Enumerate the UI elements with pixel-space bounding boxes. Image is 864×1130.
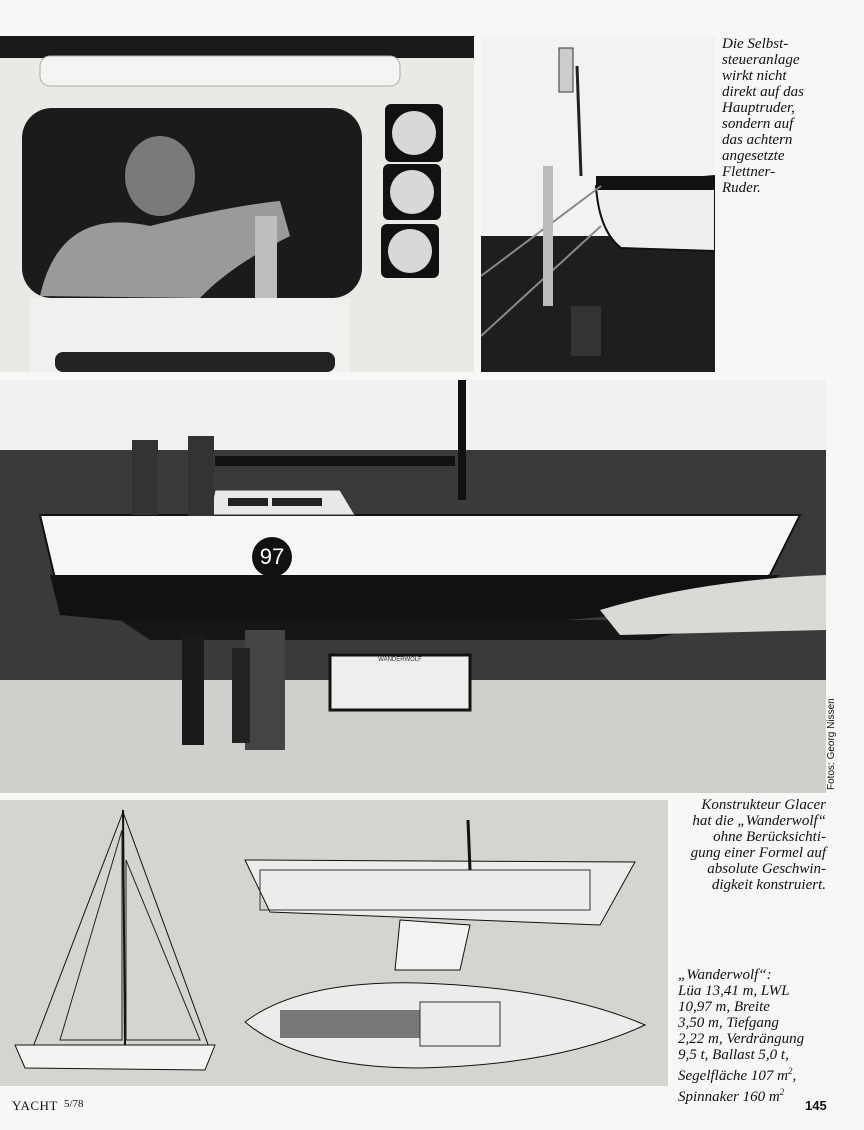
photo-credit: Fotos: Georg Nissen	[826, 698, 837, 790]
issue-number: 5/78	[64, 1098, 84, 1110]
yacht-photo	[0, 380, 826, 793]
specs-caption: „Wanderwolf“: Lüa 13,41 m, LWL 10,97 m, Breite 3,50 m, Tiefgang 2,22 m, Verdrängung 9,5 t, Ballast 5,0 t, Segelfläche 107 $m^2$, Spinnaker 160 $m^2$	[678, 967, 805, 1105]
magazine-name: YACHT	[12, 1098, 58, 1113]
cockpit-photo	[0, 36, 474, 372]
self-steering-caption: Die Selbst- steueranlage wirkt nicht direkt auf das Hauptruder, sondern auf das achtern angesetzte Flettner- Ruder.	[722, 36, 804, 196]
stern-photo	[481, 36, 715, 372]
sail-number-badge: 97	[252, 537, 292, 577]
info-board-title: WANDERWOLF	[378, 657, 422, 663]
rig-sail-plan-drawing	[0, 800, 668, 1086]
page-number: 145	[805, 1098, 827, 1113]
designer-caption: Konstrukteur Glacer hat die „Wanderwolf“ ohne Berücksichti- gung einer Formel auf absolute Geschwin- digkeit konstruiert.	[690, 797, 826, 893]
